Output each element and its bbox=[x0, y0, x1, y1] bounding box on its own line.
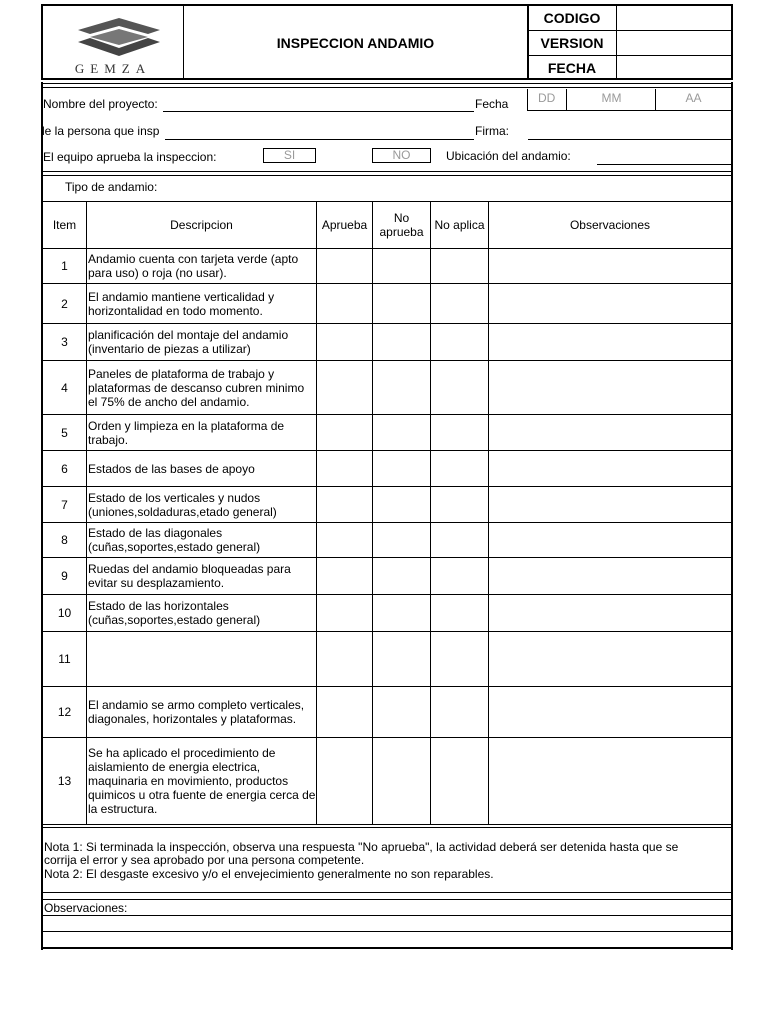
row-not-approves-cell[interactable] bbox=[373, 738, 431, 825]
page-title: INSPECCION ANDAMIO bbox=[276, 35, 435, 51]
row-not-approves-cell[interactable] bbox=[373, 687, 431, 738]
col-header-item: Item bbox=[43, 202, 87, 249]
observations-line-2[interactable] bbox=[42, 931, 731, 932]
codigo-label: CODIGO bbox=[543, 10, 601, 26]
row-observations-cell[interactable] bbox=[489, 415, 732, 451]
row-item-number: 6 bbox=[43, 451, 87, 487]
row-observations-cell[interactable] bbox=[489, 451, 732, 487]
signature-label: Firma: bbox=[475, 124, 509, 138]
table-row bbox=[43, 324, 732, 361]
row-item-number: 12 bbox=[43, 687, 87, 738]
row-item-number: 10 bbox=[43, 595, 87, 632]
row-approves-cell[interactable] bbox=[317, 595, 373, 632]
row-not-approves-cell[interactable] bbox=[373, 284, 431, 324]
row-observations-cell[interactable] bbox=[489, 738, 732, 825]
date-year-field[interactable]: AA bbox=[655, 89, 731, 111]
company-name: GEMZA bbox=[74, 61, 152, 76]
row-observations-cell[interactable] bbox=[489, 632, 732, 687]
row-not-applicable-cell[interactable] bbox=[431, 324, 489, 361]
row-not-approves-cell[interactable] bbox=[373, 595, 431, 632]
col-header-approves: Aprueba bbox=[317, 202, 373, 249]
row-approves-cell[interactable] bbox=[317, 632, 373, 687]
row-description bbox=[87, 632, 317, 687]
row-description: El andamio mantiene verticalidad y horizontalidad en todo momento. bbox=[87, 284, 317, 324]
row-description: Se ha aplicado el procedimiento de aislamiento de energia electrica, maquinaria en movimiento, productos quimicos u otra fuente de energia cerca de la estructura. bbox=[87, 738, 317, 825]
signature-input[interactable] bbox=[528, 139, 731, 140]
row-not-approves-cell[interactable] bbox=[373, 487, 431, 523]
row-not-applicable-cell[interactable] bbox=[431, 523, 489, 558]
row-not-approves-cell[interactable] bbox=[373, 324, 431, 361]
row-observations-cell[interactable] bbox=[489, 487, 732, 523]
row-item-number: 7 bbox=[43, 487, 87, 523]
note-2: Nota 2: El desgaste excesivo y/o el envejecimiento generalmente no son reparables. bbox=[44, 867, 494, 881]
row-observations-cell[interactable] bbox=[489, 324, 732, 361]
row-not-applicable-cell[interactable] bbox=[431, 687, 489, 738]
col-header-not-approves-text: No aprueba bbox=[379, 211, 424, 239]
note-1-line-2: corrija el error y sea aprobado por una persona competente. bbox=[44, 853, 365, 867]
table-row bbox=[43, 558, 732, 595]
row-observations-cell[interactable] bbox=[489, 249, 732, 284]
fecha-label: FECHA bbox=[547, 60, 597, 76]
row-description: Paneles de plataforma de trabajo y plataformas de descanso cubren minimo el 75% de ancho del andamio. bbox=[87, 361, 317, 415]
table-row bbox=[43, 284, 732, 324]
observations-line-1[interactable] bbox=[42, 915, 731, 916]
row-description: Andamio cuenta con tarjeta verde (apto para uso) o roja (no usar). bbox=[87, 249, 317, 284]
row-description: Estado de las diagonales (cuñas,soportes,estado general) bbox=[87, 523, 317, 558]
row-not-approves-cell[interactable] bbox=[373, 249, 431, 284]
location-input[interactable] bbox=[597, 164, 731, 165]
row-not-approves-cell[interactable] bbox=[373, 415, 431, 451]
row-item-number: 8 bbox=[43, 523, 87, 558]
table-row bbox=[43, 687, 732, 738]
row-not-applicable-cell[interactable] bbox=[431, 415, 489, 451]
row-not-approves-cell[interactable] bbox=[373, 451, 431, 487]
row-item-number: 5 bbox=[43, 415, 87, 451]
table-header-row bbox=[43, 202, 732, 249]
row-description: Estado de las horizontales (cuñas,soportes,estado general) bbox=[87, 595, 317, 632]
row-observations-cell[interactable] bbox=[489, 687, 732, 738]
row-approves-cell[interactable] bbox=[317, 738, 373, 825]
row-approves-cell[interactable] bbox=[317, 361, 373, 415]
row-observations-cell[interactable] bbox=[489, 558, 732, 595]
row-not-approves-cell[interactable] bbox=[373, 361, 431, 415]
row-observations-cell[interactable] bbox=[489, 595, 732, 632]
col-header-not-applicable: No aplica bbox=[431, 202, 489, 249]
location-label: Ubicación del andamio: bbox=[446, 149, 571, 163]
row-description: Ruedas del andamio bloqueadas para evitar su desplazamiento. bbox=[87, 558, 317, 595]
row-description: planificación del montaje del andamio (inventario de piezas a utilizar) bbox=[87, 324, 317, 361]
row-item-number: 4 bbox=[43, 361, 87, 415]
row-not-applicable-cell[interactable] bbox=[431, 361, 489, 415]
row-item-number: 11 bbox=[43, 632, 87, 687]
row-not-approves-cell[interactable] bbox=[373, 558, 431, 595]
col-header-not-approves bbox=[373, 202, 431, 249]
gemza-logo-icon bbox=[78, 18, 160, 60]
approves-no-box[interactable]: NO bbox=[372, 148, 431, 163]
table-row bbox=[43, 523, 732, 558]
row-description: Estado de los verticales y nudos (uniones,soldaduras,etado general) bbox=[87, 487, 317, 523]
col-header-observations: Observaciones bbox=[489, 202, 732, 249]
row-not-applicable-cell[interactable] bbox=[431, 284, 489, 324]
observations-label: Observaciones: bbox=[44, 901, 128, 915]
row-not-approves-cell[interactable] bbox=[373, 523, 431, 558]
row-approves-cell[interactable] bbox=[317, 523, 373, 558]
row-item-number: 13 bbox=[43, 738, 87, 825]
row-description: Orden y limpieza en la plataforma de trabajo. bbox=[87, 415, 317, 451]
row-approves-cell[interactable] bbox=[317, 487, 373, 523]
inspector-label: le la persona que insp bbox=[42, 124, 160, 138]
row-not-applicable-cell[interactable] bbox=[431, 738, 489, 825]
row-item-number: 1 bbox=[43, 249, 87, 284]
inspector-input[interactable] bbox=[165, 139, 474, 140]
row-not-applicable-cell[interactable] bbox=[431, 487, 489, 523]
approves-yes-box[interactable]: SI bbox=[263, 148, 316, 163]
row-item-number: 2 bbox=[43, 284, 87, 324]
row-approves-cell[interactable] bbox=[317, 415, 373, 451]
row-approves-cell[interactable] bbox=[317, 687, 373, 738]
project-input[interactable] bbox=[163, 111, 474, 112]
row-description: El andamio se armo completo verticales, diagonales, horizontales y plataformas. bbox=[87, 687, 317, 738]
row-item-number: 3 bbox=[43, 324, 87, 361]
inspection-table bbox=[42, 201, 732, 825]
row-approves-cell[interactable] bbox=[317, 249, 373, 284]
note-1-line-1: Nota 1: Si terminada la inspección, observa una respuesta "No aprueba", la actividad deberá ser detenida hasta que se bbox=[44, 840, 679, 854]
table-row bbox=[43, 249, 732, 284]
table-row bbox=[43, 361, 732, 415]
scaffold-type-label: Tipo de andamio: bbox=[65, 180, 158, 194]
row-not-applicable-cell[interactable] bbox=[431, 558, 489, 595]
table-row bbox=[43, 632, 732, 687]
table-row bbox=[43, 595, 732, 632]
date-month-field[interactable]: MM bbox=[566, 89, 656, 111]
row-observations-cell[interactable] bbox=[489, 284, 732, 324]
table-row bbox=[43, 415, 732, 451]
table-row bbox=[43, 487, 732, 523]
row-approves-cell[interactable] bbox=[317, 558, 373, 595]
row-approves-cell[interactable] bbox=[317, 324, 373, 361]
approves-label: El equipo aprueba la inspeccion: bbox=[43, 150, 217, 164]
row-description: Estados de las bases de apoyo bbox=[87, 451, 317, 487]
row-not-applicable-cell[interactable] bbox=[431, 451, 489, 487]
table-row bbox=[43, 451, 732, 487]
row-not-approves-cell[interactable] bbox=[373, 632, 431, 687]
row-not-applicable-cell[interactable] bbox=[431, 632, 489, 687]
version-label: VERSION bbox=[540, 35, 604, 51]
row-not-applicable-cell[interactable] bbox=[431, 249, 489, 284]
date-label: Fecha bbox=[475, 97, 509, 111]
col-header-description: Descripcion bbox=[87, 202, 317, 249]
row-item-number: 9 bbox=[43, 558, 87, 595]
row-not-applicable-cell[interactable] bbox=[431, 595, 489, 632]
table-row bbox=[43, 738, 732, 825]
row-observations-cell[interactable] bbox=[489, 523, 732, 558]
date-day-field[interactable]: DD bbox=[527, 89, 567, 111]
project-label: Nombre del proyecto: bbox=[43, 97, 158, 111]
row-approves-cell[interactable] bbox=[317, 451, 373, 487]
row-observations-cell[interactable] bbox=[489, 361, 732, 415]
row-approves-cell[interactable] bbox=[317, 284, 373, 324]
